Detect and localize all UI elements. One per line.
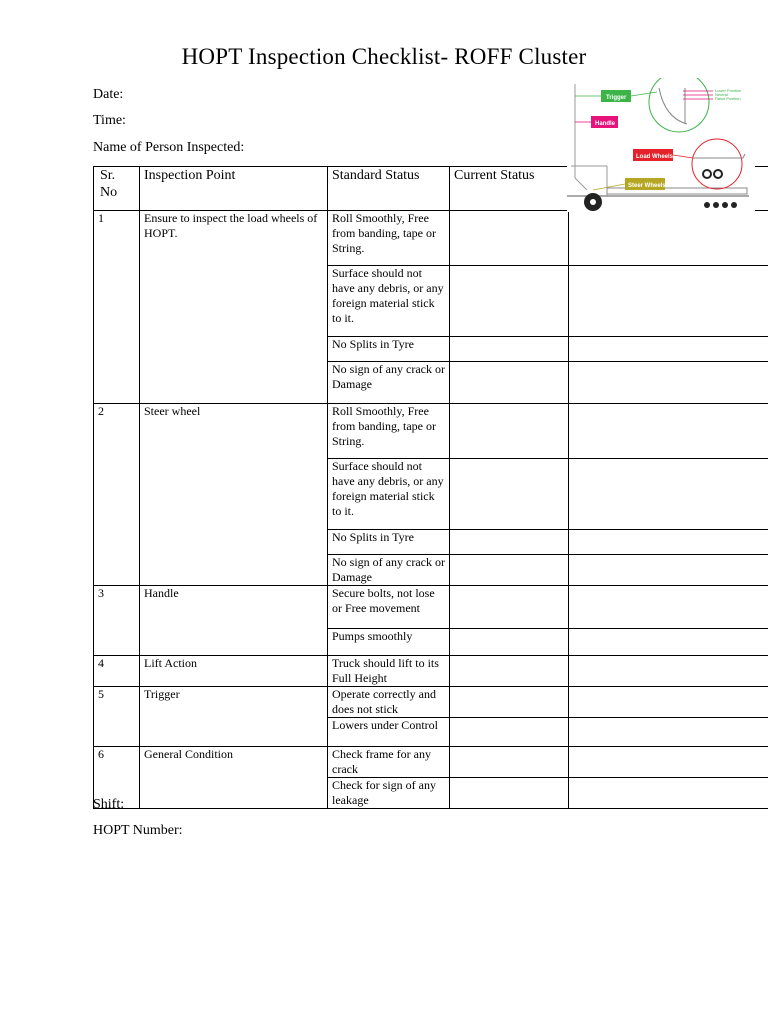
standard-status-cell: Roll Smoothly, Free from banding, tape or String. [328,404,450,459]
current-status-cell[interactable] [450,555,569,586]
steer-wheels-label: Steer Wheels [628,183,666,189]
item-number: 5 [94,687,140,747]
standard-status-cell: Truck should lift to its Full Height [328,656,450,687]
item-number: 3 [94,586,140,656]
current-status-cell[interactable] [450,362,569,404]
standard-status-cell: Pumps smoothly [328,629,450,656]
item-point: Handle [140,586,328,656]
current-status-cell[interactable] [450,530,569,555]
item-number: 1 [94,211,140,404]
remarks-cell[interactable] [569,404,768,459]
load-wheels-label: Load Wheels [636,154,674,160]
remarks-cell[interactable] [569,656,768,687]
date-field: Date: [93,87,124,102]
current-status-cell[interactable] [450,778,569,809]
inspection-table [93,166,768,809]
pallet-truck-diagram [567,78,755,212]
current-status-cell[interactable] [450,459,569,530]
current-status-cell[interactable] [450,718,569,747]
item-point: Lift Action [140,656,328,687]
current-status-cell[interactable] [450,266,569,337]
current-status-cell[interactable] [450,629,569,656]
remarks-cell[interactable] [569,459,768,530]
remarks-cell[interactable] [569,586,768,629]
person-field: Name of Person Inspected: [93,140,245,155]
shift-field: Shift: [93,797,125,812]
remarks-cell[interactable] [569,555,768,586]
current-status-cell[interactable] [450,656,569,687]
page-title: HOPT Inspection Checklist- ROFF Cluster [181,44,587,69]
item-point: General Condition [140,747,328,809]
current-status-cell[interactable] [450,211,569,266]
remarks-cell[interactable] [569,687,768,718]
item-point: Ensure to inspect the load wheels of HOPT. [140,211,328,404]
current-status-cell[interactable] [450,747,569,778]
standard-status-cell: Surface should not have any debris, or any foreign material stick to it. [328,459,450,530]
standard-status-cell: No Splits in Tyre [328,337,450,362]
header-inspection-point: Inspection Point [140,167,328,211]
neutral-label: Neutral [715,92,728,97]
standard-status-cell: Surface should not have any debris, or any foreign material stick to it. [328,266,450,337]
table-row [94,687,768,718]
table-row [94,656,768,687]
remarks-cell[interactable] [569,530,768,555]
table-row [94,586,768,629]
item-point: Steer wheel [140,404,328,586]
table-row [94,211,768,266]
remarks-cell[interactable] [569,718,768,747]
remarks-cell[interactable] [569,629,768,656]
current-status-cell[interactable] [450,404,569,459]
remarks-cell[interactable] [569,211,768,266]
time-field: Time: [93,113,126,128]
trigger-label: Trigger [606,95,627,101]
remarks-cell[interactable] [569,362,768,404]
header-sr-no: Sr. No [94,167,140,211]
remarks-cell[interactable] [569,337,768,362]
standard-status-cell: No sign of any crack or Damage [328,555,450,586]
current-status-cell[interactable] [450,687,569,718]
standard-status-cell: No sign of any crack or Damage [328,362,450,404]
remarks-cell[interactable] [569,266,768,337]
current-status-cell[interactable] [450,337,569,362]
remarks-cell[interactable] [569,778,768,809]
standard-status-cell: Secure bolts, not lose or Free movement [328,586,450,629]
header-current-status: Current Status [450,167,569,211]
raise-position-label: Raise Position [715,96,741,101]
item-number: 6 [94,747,140,809]
item-number: 4 [94,656,140,687]
standard-status-cell: Lowers under Control [328,718,450,747]
hopt-number-field: HOPT Number: [93,823,183,838]
item-number: 2 [94,404,140,586]
table-row [94,404,768,459]
lower-position-label: Lower Position [715,88,742,93]
remarks-cell[interactable] [569,747,768,778]
header-standard-status: Standard Status [328,167,450,211]
standard-status-cell: Operate correctly and does not stick [328,687,450,718]
handle-label: Handle [595,121,616,127]
standard-status-cell: Check frame for any crack [328,747,450,778]
standard-status-cell: No Splits in Tyre [328,530,450,555]
standard-status-cell: Check for sign of any leakage [328,778,450,809]
current-status-cell[interactable] [450,586,569,629]
table-row [94,747,768,778]
standard-status-cell: Roll Smoothly, Free from banding, tape or String. [328,211,450,266]
pallet-truck-illustration [567,78,755,212]
item-point: Trigger [140,687,328,747]
